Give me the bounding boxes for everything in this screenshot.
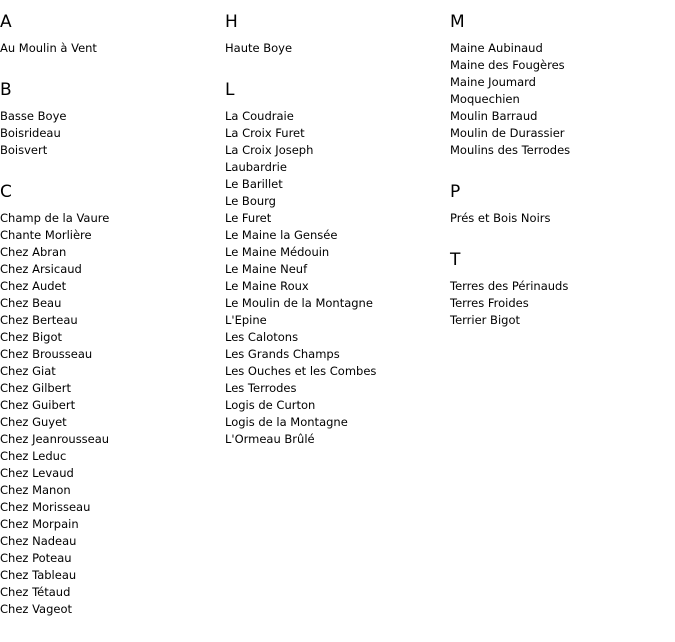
place-name-list <box>0 108 220 159</box>
place-name-item: Les Terrodes <box>225 381 297 395</box>
letter-section <box>450 227 670 329</box>
letter-section <box>225 0 445 57</box>
place-name-item: Maine des Fougères <box>450 58 565 72</box>
index-column-1 <box>0 0 220 618</box>
place-name-item: Chez Abran <box>0 245 67 259</box>
place-name-item: Chante Morlière <box>0 228 92 242</box>
place-name-item: Moulin de Durassier <box>450 126 565 140</box>
place-name-item: Terres Froides <box>450 296 529 310</box>
place-name-item: Les Grands Champs <box>225 347 340 361</box>
place-name-item: Chez Tableau <box>0 568 77 582</box>
place-name-item: Chez Arsicaud <box>0 262 82 276</box>
letter-section <box>450 0 670 159</box>
place-name-item: Chez Nadeau <box>0 534 77 548</box>
letter-section <box>0 0 220 57</box>
place-name-item: Chez Poteau <box>0 551 72 565</box>
section-spacer <box>225 57 445 80</box>
place-name-item: Terres des Périnauds <box>450 279 569 293</box>
place-name-item: Chez Levaud <box>0 466 74 480</box>
place-name-item: Les Calotons <box>225 330 299 344</box>
place-name-item: Logis de Curton <box>225 398 316 412</box>
place-name-list <box>450 40 670 159</box>
place-name-item: Chez Audet <box>0 279 67 293</box>
place-name-item: Laubardrie <box>225 160 287 174</box>
section-spacer <box>0 159 220 182</box>
place-name-item: Le Maine Médouin <box>225 245 330 259</box>
place-name-item: Le Maine la Gensée <box>225 228 338 242</box>
section-letter-heading: T <box>450 250 461 270</box>
place-name-list <box>450 278 670 329</box>
index-column-2 <box>225 0 445 448</box>
place-name-item: Maine Aubinaud <box>450 41 543 55</box>
place-name-item: Le Barillet <box>225 177 283 191</box>
place-name-item: Chez Guibert <box>0 398 76 412</box>
place-name-item: Moquechien <box>450 92 520 106</box>
place-name-item: Le Furet <box>225 211 272 225</box>
place-name-item: Chez Vageot <box>0 602 73 616</box>
place-name-item: Le Maine Neuf <box>225 262 308 276</box>
place-name-item: Chez Gilbert <box>0 381 71 395</box>
section-letter-heading: L <box>225 80 235 100</box>
place-name-list <box>0 210 220 618</box>
place-name-item: Boisrideau <box>0 126 61 140</box>
place-name-item: Logis de la Montagne <box>225 415 348 429</box>
place-name-item: Le Maine Roux <box>225 279 309 293</box>
place-name-item: Chez Giat <box>0 364 56 378</box>
section-letter-heading: C <box>0 182 12 202</box>
section-spacer <box>0 57 220 80</box>
place-name-item: Les Ouches et les Combes <box>225 364 377 378</box>
place-name-item: Chez Manon <box>0 483 71 497</box>
place-name-list <box>225 40 445 57</box>
place-name-item: Chez Beau <box>0 296 62 310</box>
place-name-item: Moulin Barraud <box>450 109 538 123</box>
section-letter-heading: B <box>0 80 12 100</box>
place-name-item: Maine Joumard <box>450 75 536 89</box>
place-name-item: Boisvert <box>0 143 48 157</box>
place-name-item: Chez Guyet <box>0 415 67 429</box>
letter-section <box>0 57 220 159</box>
index-column-3 <box>450 0 670 329</box>
section-letter-heading: P <box>450 182 461 202</box>
place-name-item: Haute Boye <box>225 41 293 55</box>
place-name-item: L'Ormeau Brûlé <box>225 432 315 446</box>
place-name-item: Basse Boye <box>0 109 67 123</box>
section-letter-heading: H <box>225 12 238 32</box>
place-name-item: Chez Tétaud <box>0 585 71 599</box>
section-letter-heading: M <box>450 12 465 32</box>
place-name-item: Prés et Bois Noirs <box>450 211 551 225</box>
place-name-list <box>225 108 445 448</box>
letter-section <box>0 159 220 618</box>
place-name-item: Le Bourg <box>225 194 276 208</box>
section-spacer <box>450 227 670 250</box>
place-name-item: Le Moulin de la Montagne <box>225 296 373 310</box>
letter-section <box>450 159 670 227</box>
place-name-item: Champ de la Vaure <box>0 211 110 225</box>
place-name-item: Chez Brousseau <box>0 347 93 361</box>
place-name-item: Chez Jeanrousseau <box>0 432 110 446</box>
place-name-list <box>0 40 220 57</box>
place-name-item: Chez Leduc <box>0 449 67 463</box>
place-name-item: Moulins des Terrodes <box>450 143 571 157</box>
place-name-item: La Croix Joseph <box>225 143 314 157</box>
place-name-item: L'Epine <box>225 313 267 327</box>
place-name-item: Chez Morisseau <box>0 500 91 514</box>
place-name-item: Chez Morpain <box>0 517 79 531</box>
place-name-item: Chez Bigot <box>0 330 63 344</box>
letter-section <box>225 57 445 448</box>
place-name-item: Terrier Bigot <box>450 313 520 327</box>
section-spacer <box>450 159 670 182</box>
place-name-item: La Coudraie <box>225 109 294 123</box>
place-name-item: La Croix Furet <box>225 126 305 140</box>
place-name-list <box>450 210 670 227</box>
place-name-item: Au Moulin à Vent <box>0 41 97 55</box>
section-letter-heading: A <box>0 12 12 32</box>
place-name-item: Chez Berteau <box>0 313 78 327</box>
